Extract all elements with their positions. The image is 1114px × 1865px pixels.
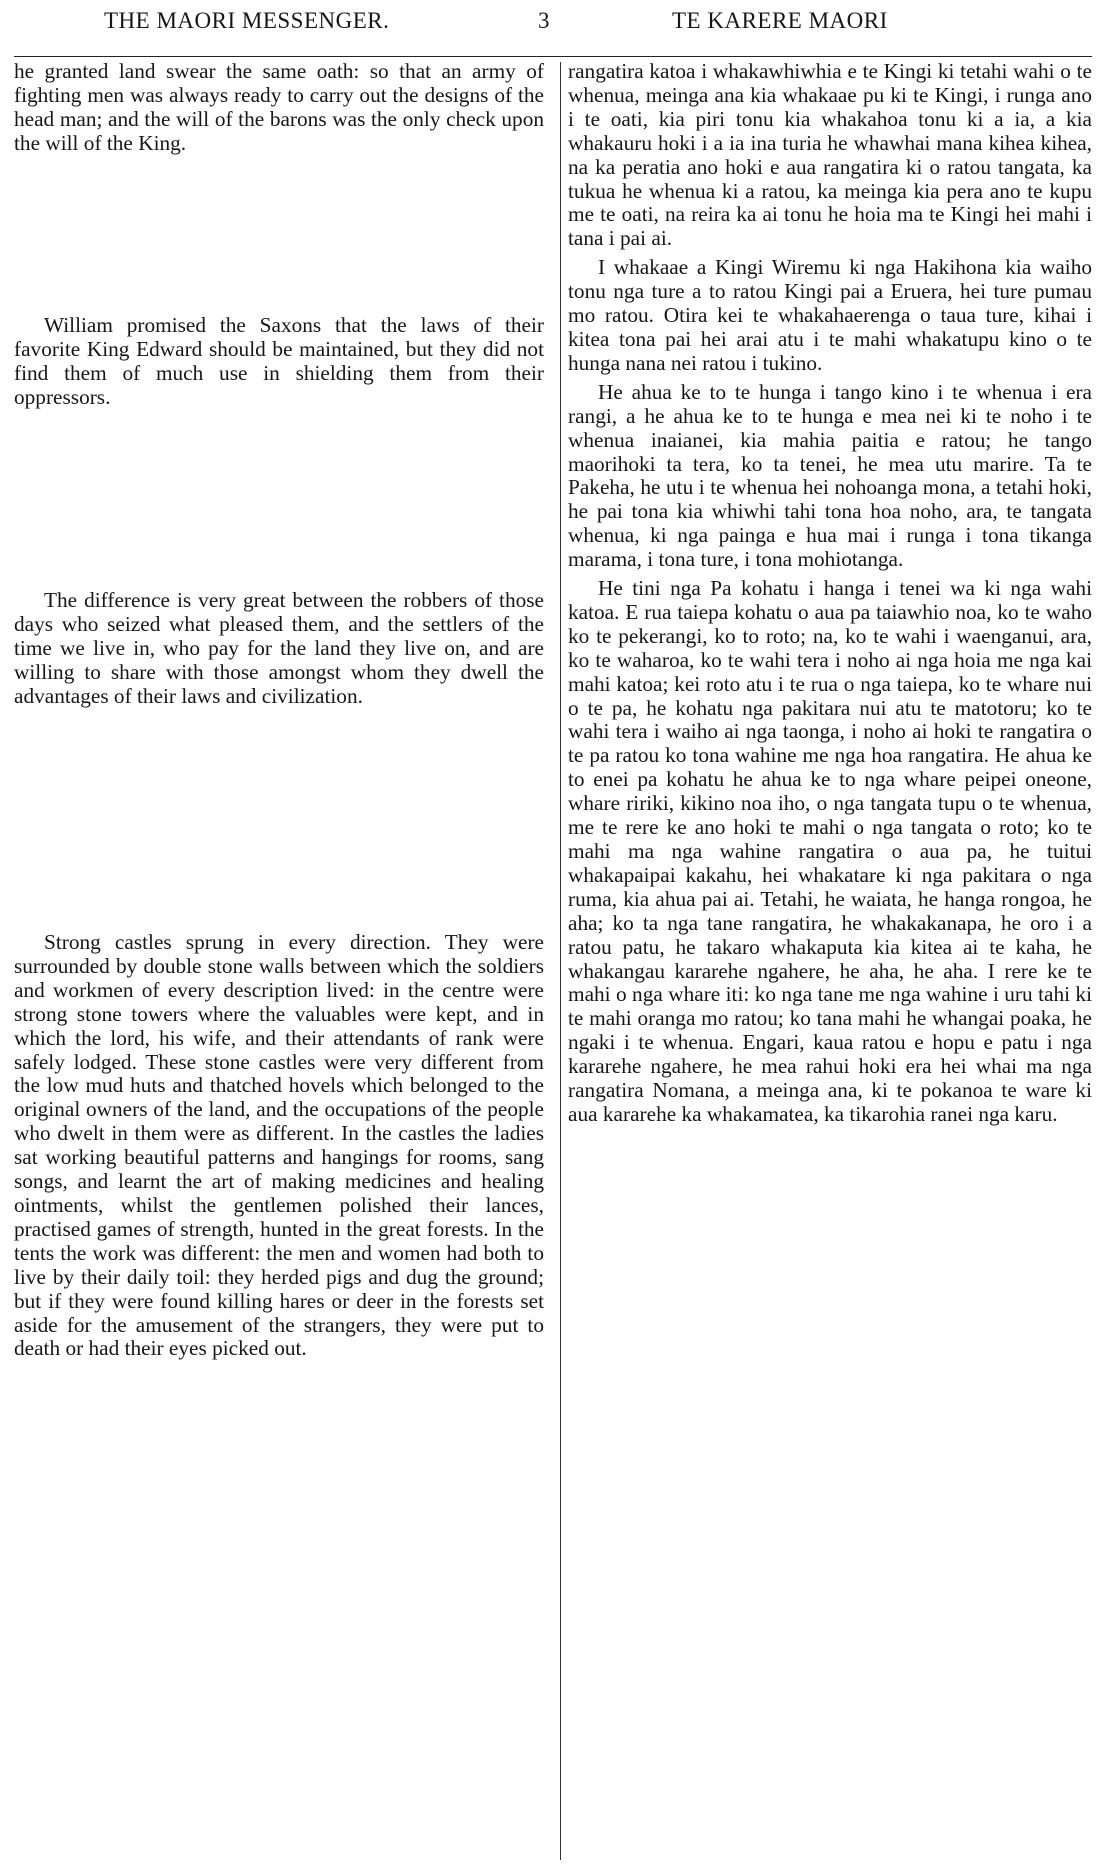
maori-paragraph-1: rangatira katoa i whakawhiwhia e te Kingi ki tetahi wahi o te whenua, meinga ana kia whakaae pu ki te Kingi, i runga ano i te oati, kia piri tonu kia whakahoa tonu ki a ia, a kia whakauru hoki i a ia ina turia he whawhai mana kihea kihea, na ka peratia ano hoki e aua rangatira ki o ratou tangata, ka tukua he whenua ki a ratou, ka meinga kia pera ano te kupu me te oati, na reira ka ai tonu he hoia ma te Kingi hei mahi i tana i pai ai. — [568, 59, 1092, 251]
english-paragraph-1 — [14, 60, 544, 156]
maori-paragraph-2: I whakaae a Kingi Wiremu ki nga Hakihona kia waiho tonu nga ture a to ratou Kingi pai a Eruera, hei ture pumau mo ratou. Otira kei te whakahaerenga o taua ture, kihai i kitea tona pai hei arai atu i te mahi whakatupu kino o te hunga nana nei ratou i tukino. — [568, 255, 1092, 375]
maori-masthead: TE KARERE MAORI — [672, 8, 888, 33]
english-text: he granted land swear the same oath: so that an army of fighting men was always ready to carry out the designs of the head man; and the will of the barons was the only check upon the will of the King. — [14, 59, 544, 155]
english-masthead: THE MAORI MESSENGER. — [104, 8, 390, 33]
english-paragraph-3 — [14, 589, 544, 709]
english-paragraph-4 — [14, 931, 544, 1361]
maori-paragraph-3: He ahua ke to te hunga i tango kino i te whenua i era rangi, a he ahua ke to te hunga e mea nei ki te noho i te whenua inaianei, kia mahia paitia e ratou; he tango maorihoki ta tera, ko ta tenei, he mea utu marire. Ta te Pakeha, he utu i te whenua hei nohoanga mona, a tetahi hoki, he pai tona kia whiwhi tahi tona hoa noho, ara, te tangata whenua, ki nga painga e hua mai i runga i tona tikanga marama, i tona ture, i tona mohiotanga. — [568, 379, 1092, 572]
header-rule — [14, 56, 1092, 57]
column-divider — [560, 62, 561, 1860]
maori-paragraph-4: He tini nga Pa kohatu i hanga i tenei wa ki nga wahi katoa. E rua taiepa kohatu o aua pa taiawhio noa, ko te waho ko te pekerangi, ko to roto; na, ko te wahi i waenganui, ara, ko te waharoa, ko te wahi tera i noho ai nga hoia me nga kai mahi katoa; kei roto atu i te rua o nga taiepa, ko te whare nui o te pa, he kohatu nga pakitara nui atu te matotoru; ko te wahi tera i waiho ai nga taonga, i noho ai hoki te rangatira o te pa ratou ko tona wahine me nga hoa rangatira. He ahua ke to enei pa kohatu he ahua ke to nga whare peipei oneone, whare ririki, kikino noa iho, o nga tangata tupu o te whenua, me te rere ke ano hoki te mahi o nga tangata o roto; ko te mahi ma nga wahine rangatira o aua pa, he tuitui whakapaipai kakahu, hei whakatare ki nga pakitara o nga ruma, kia ahua pai ai. Tetahi, he waiata, he hanga rongoa, he aha; ko ta nga tane rangatira, he whakakanapa, he oro i a ratou patu, he takaro whakaputa kia kitea ai te kaha, he whakangau kararehe ngahere, he aha, he aha. I rere ke te mahi o nga whare iti: ko nga tane me nga wahine i uru tahi ki te mahi oranga mo ratou; ko tana mahi he whangai poaka, he ngaki i te whenua. Engari, kaua ratou e hopu e patu i nga kararehe ngahere, he mea rahui hoki era hei whai ma nga rangatira Nomana, a meinga ana, ki te pokanoa te ware ki aua kararehe ka whakamatea, ka tikarohia ranei nga karu. — [568, 576, 1092, 1126]
maori-column — [568, 60, 1092, 1127]
page-number: 3 — [538, 8, 550, 33]
english-text: William promised the Saxons that the laws of their favorite King Edward should be maintained, but they did not find them of much use in shielding them from their oppressors. — [14, 313, 544, 409]
page-header — [0, 0, 1114, 60]
english-text: The difference is very great between the robbers of those days who seized what pleased them, and the settlers of the time we live in, who pay for the land they live on, and are willing to share with those amongst whom they dwell the advantages of their laws and civilization. — [14, 588, 544, 708]
english-text: Strong castles sprung in every direction. They were surrounded by double stone walls between which the soldiers and workmen of every description lived: in the centre were strong stone towers where the valuables were kept, and in which the lord, his wife, and their attendants of rank were safely lodged. These stone castles were very different from the low mud huts and thatched hovels which belonged to the original owners of the land, and the occupations of the people who dwelt in them were as different. In the castles the ladies sat working beautiful patterns and hangings for rooms, sang songs, and learnt the art of making medicines and healing ointments, whilst the gentlemen polished their lances, practised games of strength, hunted in the great forests. In the tents the work was different: the men and women had both to live by their daily toil: they herded pigs and dug the ground; but if they were found killing hares or deer in the forests set aside for the amusement of the strangers, they were put to death or had their eyes picked out. — [14, 930, 544, 1361]
english-paragraph-2 — [14, 314, 544, 410]
